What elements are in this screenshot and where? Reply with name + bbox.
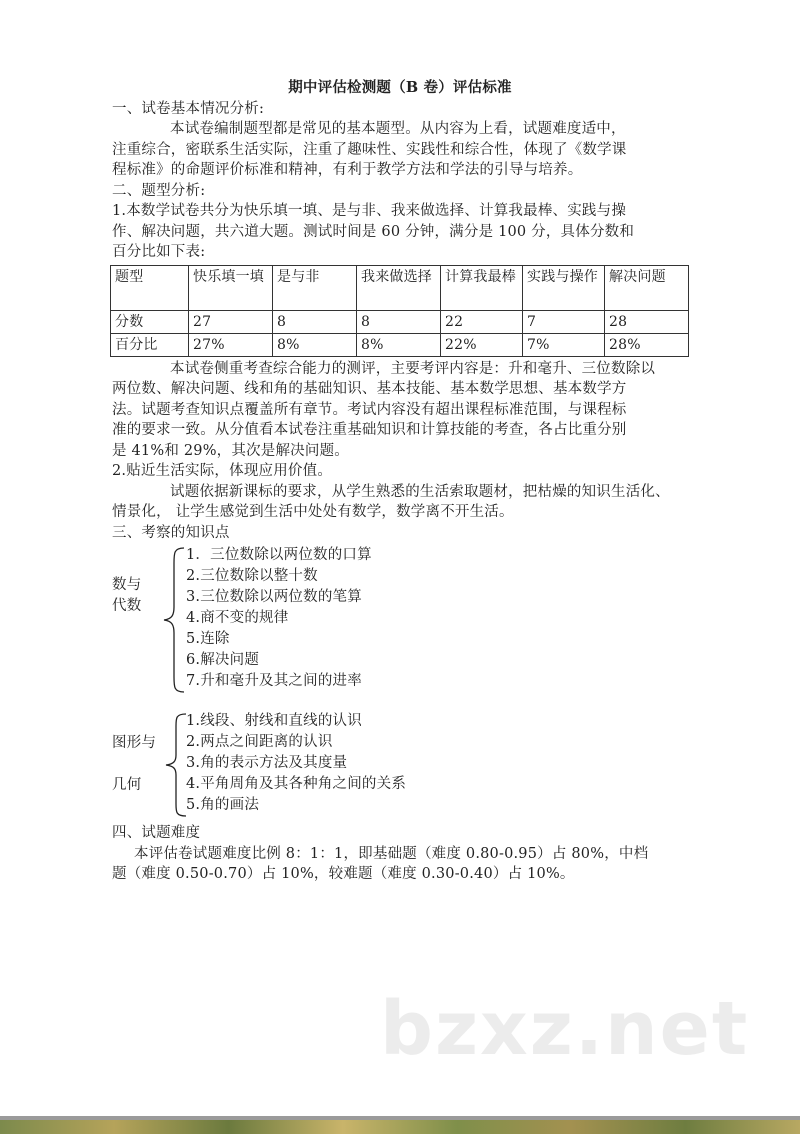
list-item: 1．三位数除以两位数的口算 xyxy=(186,547,372,563)
list-item: 3.角的表示方法及其度量 xyxy=(186,755,348,771)
document-body xyxy=(112,78,688,885)
paragraph-line: 准的要求一致。从分值看本试卷注重基础知识和计算技能的考查，各占比重分别 xyxy=(112,422,627,438)
table-cell: 8% xyxy=(357,333,441,356)
list-item: 5.连除 xyxy=(186,631,230,647)
table-header-row xyxy=(111,265,689,310)
algebra-block xyxy=(112,545,688,699)
paragraph-line: 程标准》的命题评价标准和精神，有利于教学方法和学法的引导与培养。 xyxy=(112,162,583,178)
paragraph-line: 2.贴近生活实际，体现应用价值。 xyxy=(112,463,333,479)
list-item: 7.升和毫升及其之间的进率 xyxy=(186,673,362,689)
section-question-types xyxy=(112,181,688,523)
table-cell: 28% xyxy=(605,333,689,356)
watermark-logo: bzxz.net xyxy=(380,986,750,1072)
table-cell: 28 xyxy=(605,310,689,333)
table-row xyxy=(111,310,689,333)
algebra-label-line: 代数 xyxy=(112,597,142,614)
paragraph-line: 本试卷侧重考查综合能力的测评，主要考评内容是：升和毫升、三位数除以 xyxy=(170,360,656,377)
section-knowledge-points xyxy=(112,523,688,824)
section-difficulty xyxy=(112,823,688,885)
table-cell: 分数 xyxy=(111,310,189,333)
paragraph-line: 1.本数学试卷共分为快乐填一填、是与非、我来做选择、计算我最棒、实践与操 xyxy=(112,203,627,219)
brace-icon xyxy=(160,545,186,695)
paragraph-line: 注重综合，密联系生活实际，注重了趣味性、实践性和综合性，体现了《数学课 xyxy=(112,141,627,158)
paragraph-line: 百分比如下表: xyxy=(112,244,206,260)
paragraph-line: 本试卷编制题型都是常见的基本题型。从内容为上看，试题难度适中， xyxy=(170,121,626,137)
paragraph-line: 情景化， 让学生感觉到生活中处处有数学，数学离不开生活。 xyxy=(112,504,514,520)
paragraph-line: 两位数、解决问题、线和角的基础知识、基本技能、基本数学思想、基本数学方 xyxy=(112,381,627,397)
list-item: 4.平角周角及其各种角之间的关系 xyxy=(186,776,407,792)
paragraph-line: 是 41%和 29%，其次是解决问题。 xyxy=(112,442,349,459)
list-item: 1.线段、射线和直线的认识 xyxy=(186,713,362,729)
paragraph-line: 作、解决问题，共六道大题。测试时间是 60 分钟，满分是 100 分，具体分数和 xyxy=(112,223,635,240)
table-cell: 27% xyxy=(189,333,273,356)
table-header-cell: 解决问题 xyxy=(605,265,689,310)
table-header-cell: 我来做选择 xyxy=(357,265,441,310)
list-item: 2.两点之间距离的认识 xyxy=(186,734,333,750)
page-bottom-strip xyxy=(0,1120,800,1134)
geometry-list xyxy=(186,711,406,816)
table-row xyxy=(111,333,689,356)
table-cell: 8% xyxy=(273,333,357,356)
list-item: 2.三位数除以整十数 xyxy=(186,568,318,584)
list-item: 5.角的画法 xyxy=(186,797,260,813)
section-heading: 二、题型分析: xyxy=(112,182,206,199)
section-basic-analysis xyxy=(112,99,688,181)
section-heading: 三、考察的知识点 xyxy=(112,524,230,541)
paragraph-line: 法。试题考查知识点覆盖所有章节。考试内容没有超出课程标准范围，与课程标 xyxy=(112,401,627,418)
paragraph-line: 试题依据新课标的要求，从学生熟悉的生活索取题材，把枯燥的知识生活化、 xyxy=(170,483,670,500)
table-cell: 8 xyxy=(273,310,357,333)
document-title: 期中评估检测题（B 卷）评估标准 xyxy=(288,79,512,96)
list-item: 6.解决问题 xyxy=(186,652,260,668)
table-header-cell: 计算我最棒 xyxy=(441,265,523,310)
section-heading: 四、试题难度 xyxy=(112,825,201,841)
geometry-label-top: 图形与 xyxy=(112,735,157,751)
paragraph-line: 本评估卷试题难度比例 8：1：1，即基础题（难度 0.80-0.95）占 80%，中档 xyxy=(134,845,649,862)
table-cell: 7% xyxy=(523,333,605,356)
section-heading: 一、试卷基本情况分析: xyxy=(112,100,265,117)
table-cell: 8 xyxy=(357,310,441,333)
table-header-cell: 实践与操作 xyxy=(523,265,605,310)
table-cell: 27 xyxy=(189,310,273,333)
geometry-label-bottom: 几何 xyxy=(112,777,142,793)
list-item: 4.商不变的规律 xyxy=(186,610,289,626)
table-header-cell: 快乐填一填 xyxy=(189,265,273,310)
table-cell: 百分比 xyxy=(111,333,189,356)
table-header-cell: 是与非 xyxy=(273,265,357,310)
table-header-cell: 题型 xyxy=(111,265,189,310)
algebra-list xyxy=(186,545,372,692)
score-table xyxy=(110,265,689,357)
brace-icon xyxy=(162,711,188,819)
geometry-block xyxy=(112,711,688,823)
table-cell: 22% xyxy=(441,333,523,356)
algebra-label-line: 数与 xyxy=(112,577,142,593)
table-cell: 7 xyxy=(523,310,605,333)
list-item: 3.三位数除以两位数的笔算 xyxy=(186,589,362,605)
table-cell: 22 xyxy=(441,310,523,333)
paragraph-line: 题（难度 0.50-0.70）占 10%，较难题（难度 0.30-0.40）占 10%。 xyxy=(112,866,575,882)
